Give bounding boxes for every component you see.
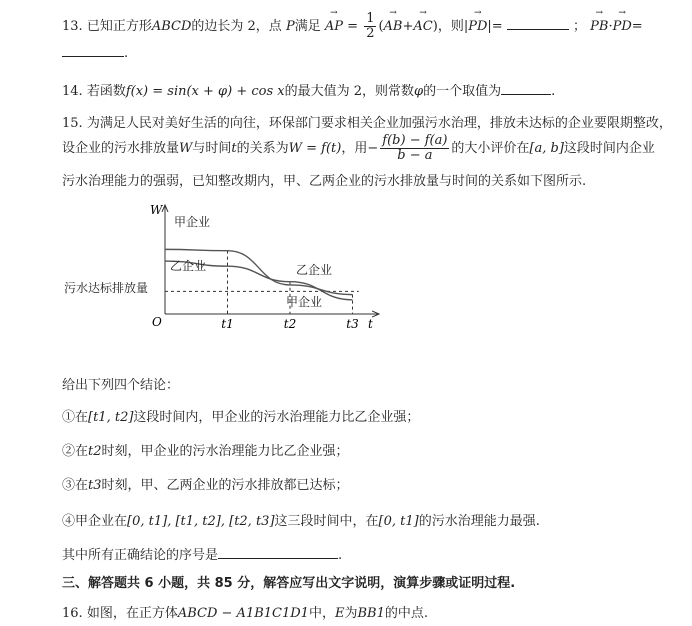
x-tick-t3: t3 bbox=[346, 317, 359, 331]
vector-ac: → AC bbox=[413, 19, 432, 34]
conclusion-intervals: [0, t1], [t1, t2], [t2, t3] bbox=[127, 514, 275, 529]
frac-numerator: f(b) − f(a) bbox=[382, 133, 448, 148]
question-14 bbox=[62, 80, 555, 99]
q14-function: f(x) = sin(x + φ) + cos x bbox=[125, 84, 285, 99]
conclusions-intro-text: 给出下列四个结论： bbox=[62, 378, 180, 393]
answer-blank-14[interactable] bbox=[501, 82, 551, 95]
period: . bbox=[338, 548, 343, 563]
q14-number: 14. bbox=[62, 84, 83, 99]
q13-text: 满足 bbox=[294, 19, 321, 34]
dot-product: · bbox=[608, 19, 613, 34]
q14-text: 若函数 bbox=[86, 84, 126, 99]
emission-chart bbox=[60, 200, 380, 340]
conclusion-text: 时刻，甲、乙两企业的污水排放都已达标； bbox=[101, 478, 349, 493]
q15-text: 的大小评价在 bbox=[451, 141, 530, 156]
abs-bar: | bbox=[463, 19, 469, 34]
question-15-line-2 bbox=[62, 134, 655, 163]
q14-text: 的一个取值为 bbox=[423, 84, 502, 99]
answer-blank-13b[interactable] bbox=[62, 44, 124, 57]
conclusion-text: 这段时间内，甲企业的污水治理能力比乙企业强； bbox=[133, 410, 420, 425]
conclusion-4 bbox=[62, 510, 540, 529]
q16-e: E bbox=[334, 606, 345, 621]
x-tick-t2: t2 bbox=[283, 317, 297, 331]
frac-numerator: 1 bbox=[366, 11, 375, 26]
answer-prompt-text: 其中所有正确结论的序号是 bbox=[62, 548, 219, 563]
frac-denominator: 2 bbox=[366, 26, 375, 41]
conclusion-text: 的污水治理能力最强. bbox=[418, 514, 540, 529]
vector-pb: → PB bbox=[590, 19, 608, 34]
q15-text: 污水治理能力的强弱，已知整改期内，甲、乙两企业的污水排放量与时间的关系如下图所示. bbox=[62, 174, 587, 189]
q15-text: ，用 bbox=[341, 141, 368, 156]
paren: ( bbox=[378, 19, 384, 34]
q16-cube: ABCD − A1B1C1D1 bbox=[177, 606, 309, 621]
section-3-heading bbox=[62, 572, 515, 591]
conclusion-text: ②在 bbox=[62, 444, 89, 459]
q16-text: 为 bbox=[344, 606, 358, 621]
conclusion-time: t2 bbox=[88, 444, 102, 459]
origin-label: O bbox=[152, 315, 162, 329]
answer-prompt bbox=[62, 544, 342, 563]
period: . bbox=[551, 84, 556, 99]
q15-wft: W = f(t) bbox=[288, 141, 342, 156]
q13-number: 13. bbox=[62, 19, 83, 34]
question-13 bbox=[62, 12, 643, 41]
period: . bbox=[124, 46, 129, 61]
q15-text: 设企业的污水排放量 bbox=[62, 141, 180, 156]
plus-sign: + bbox=[402, 19, 414, 34]
x-tick-t1: t1 bbox=[221, 317, 234, 331]
q13-blank-line bbox=[62, 44, 128, 61]
q15-text: 为满足人民对美好生活的向往，环保部门要求相关企业加强污水治理，排放未达标的企业要限期整改， bbox=[86, 116, 672, 131]
vector-ab: → AB bbox=[384, 19, 403, 34]
q16-bb1: BB1 bbox=[357, 606, 385, 621]
q14-text: 的最大值为 2，则常数 bbox=[284, 84, 415, 99]
answer-blank-13a[interactable] bbox=[507, 17, 569, 30]
q13-text: 的边长为 2，点 bbox=[191, 19, 282, 34]
conclusions-intro bbox=[62, 374, 179, 393]
x-axis-label: t bbox=[368, 317, 373, 331]
q15-number: 15. bbox=[62, 116, 83, 131]
minus-sign: − bbox=[367, 141, 379, 156]
conclusion-text: 时刻，甲企业的污水治理能力比乙企业强； bbox=[101, 444, 349, 459]
answer-blank-15[interactable] bbox=[218, 546, 338, 559]
threshold-label: 污水达标排放量 bbox=[64, 281, 149, 295]
q15-w: W bbox=[179, 141, 193, 156]
q13-text: ，则 bbox=[437, 19, 464, 34]
q15-text: 的关系为 bbox=[236, 141, 289, 156]
question-15-line-1 bbox=[62, 112, 672, 131]
q13-square-name: ABCD bbox=[151, 19, 192, 34]
label-yi-right: 乙企业 bbox=[296, 263, 333, 277]
q14-phi: φ bbox=[414, 84, 424, 99]
conclusion-interval: [0, t1] bbox=[378, 514, 419, 529]
separator: ； bbox=[572, 19, 586, 34]
vector-pd-2: → PD bbox=[613, 19, 632, 34]
q16-number: 16. bbox=[62, 606, 83, 621]
q13-equals: = bbox=[347, 19, 359, 34]
label-jia-top: 甲企业 bbox=[174, 215, 211, 229]
q15-t: t bbox=[231, 141, 237, 156]
conclusion-text: 这三段时间中，在 bbox=[274, 514, 379, 529]
q13-equals: = bbox=[631, 19, 643, 34]
q15-text: 这段时间内企业 bbox=[563, 141, 655, 156]
conclusion-interval: [t1, t2] bbox=[88, 410, 134, 425]
section-3-title: 三、解答题共 6 小题，共 85 分，解答应写出文字说明，演算步骤或证明过程. bbox=[62, 576, 516, 591]
label-yi-mid: 乙企业 bbox=[170, 259, 207, 273]
label-jia-right: 甲企业 bbox=[286, 295, 323, 309]
abs-bar: |= bbox=[487, 19, 503, 34]
fraction-half bbox=[364, 12, 376, 41]
frac-denominator: b − a bbox=[397, 148, 433, 163]
y-axis-label: W bbox=[150, 203, 163, 217]
conclusion-time: t3 bbox=[88, 478, 102, 493]
q15-fraction bbox=[380, 134, 449, 163]
conclusion-1 bbox=[62, 406, 419, 425]
vector-pd: → PD bbox=[468, 19, 487, 34]
q13-text: 已知正方形 bbox=[86, 19, 152, 34]
conclusion-text: ①在 bbox=[62, 410, 89, 425]
q16-text: 如图，在正方体 bbox=[86, 606, 178, 621]
conclusion-2 bbox=[62, 440, 349, 459]
q15-text: 与时间 bbox=[192, 141, 232, 156]
paren: ) bbox=[432, 19, 438, 34]
vector-ap: → AP bbox=[325, 19, 343, 34]
q16-text: 的中点. bbox=[384, 606, 429, 621]
question-15-line-3 bbox=[62, 170, 586, 189]
conclusion-3 bbox=[62, 474, 349, 493]
conclusion-text: ④甲企业在 bbox=[62, 514, 128, 529]
q13-point-p: P bbox=[285, 19, 295, 34]
q15-interval: [a, b] bbox=[529, 141, 564, 156]
q16-text: 中， bbox=[308, 606, 335, 621]
conclusion-text: ③在 bbox=[62, 478, 89, 493]
question-16 bbox=[62, 602, 428, 621]
